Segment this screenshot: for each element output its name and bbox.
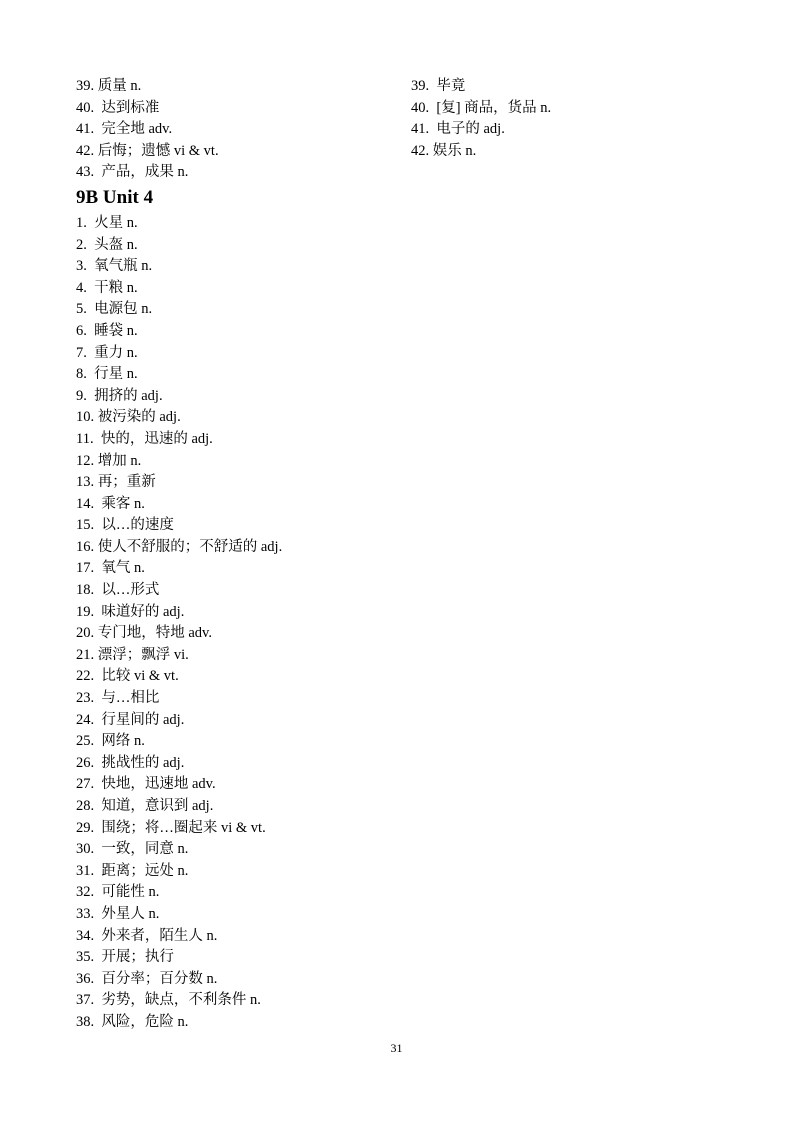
entry-text: 增加 n.	[97, 452, 142, 469]
entry-text: 开展；执行	[97, 949, 174, 966]
entry-number: 19.	[76, 603, 95, 620]
word-entry	[76, 753, 396, 775]
entry-text: 行星间的 adj.	[97, 711, 185, 728]
word-entry	[76, 98, 396, 120]
entry-number: 17.	[76, 560, 95, 577]
entry-number: 41.	[411, 121, 430, 138]
entry-number: 6.	[76, 322, 87, 339]
word-entry	[76, 299, 396, 321]
word-entry	[76, 364, 396, 386]
entry-text: 完全地 adv.	[97, 121, 173, 138]
entry-text: 乘客 n.	[97, 495, 145, 512]
entry-number: 34.	[76, 927, 95, 944]
entry-number: 33.	[76, 905, 95, 922]
previous-unit-word-list	[76, 76, 396, 184]
entry-text: 达到标准	[97, 99, 160, 116]
entry-text: 氧气瓶 n.	[90, 258, 153, 275]
unit-heading: 9B Unit 4	[76, 186, 154, 208]
entry-number: 1.	[76, 214, 87, 231]
word-entry	[76, 666, 396, 688]
entry-number: 42.	[76, 142, 95, 159]
entry-text: 娱乐 n.	[432, 142, 477, 159]
entry-text: 味道好的 adj.	[97, 603, 185, 620]
entry-number: 11.	[76, 430, 94, 447]
word-entry	[76, 558, 396, 580]
entry-text: 距离；远处 n.	[97, 862, 189, 879]
word-entry	[76, 774, 396, 796]
word-entry	[76, 990, 396, 1012]
entry-text: 头盔 n.	[90, 236, 138, 253]
word-entry	[76, 818, 396, 840]
entry-text: 后悔；遗憾 vi & vt.	[97, 142, 219, 159]
word-entry	[76, 1012, 396, 1034]
word-entry	[76, 926, 396, 948]
entry-number: 40.	[411, 99, 430, 116]
word-entry	[76, 645, 396, 667]
word-entry	[76, 602, 396, 624]
entry-text: 围绕；将…圈起来 vi & vt.	[97, 819, 266, 836]
word-entry	[411, 119, 711, 141]
word-entry	[76, 472, 396, 494]
word-entry	[76, 278, 396, 300]
entry-text: 重力 n.	[90, 344, 138, 361]
word-entry	[76, 451, 396, 473]
entry-number: 38.	[76, 1013, 95, 1030]
entry-text: 一致，同意 n.	[97, 841, 189, 858]
entry-number: 15.	[76, 517, 95, 534]
entry-number: 3.	[76, 258, 87, 275]
entry-text: [复] 商品，货品 n.	[432, 99, 552, 116]
word-entry	[76, 904, 396, 926]
entry-text: 以…形式	[97, 582, 160, 599]
entry-text: 电子的 adj.	[432, 121, 505, 138]
entry-text: 挑战性的 adj.	[97, 754, 185, 771]
entry-text: 质量 n.	[97, 78, 142, 94]
entry-text: 风险，危险 n.	[97, 1013, 189, 1030]
entry-number: 24.	[76, 711, 95, 728]
entry-text: 比较 vi & vt.	[97, 668, 179, 685]
word-entry	[76, 580, 396, 602]
entry-text: 睡袋 n.	[90, 322, 138, 339]
entry-number: 16.	[76, 538, 95, 555]
entry-number: 7.	[76, 344, 87, 361]
entry-number: 31.	[76, 862, 95, 879]
word-entry	[76, 343, 396, 365]
entry-number: 20.	[76, 625, 95, 642]
entry-text: 氧气 n.	[97, 560, 145, 577]
entry-text: 产品，成果 n.	[97, 164, 189, 181]
entry-number: 36.	[76, 970, 95, 987]
unit-word-list	[76, 213, 396, 1034]
entry-text: 专门地，特地 adv.	[97, 625, 212, 642]
entry-text: 干粮 n.	[90, 279, 138, 296]
entry-text: 行星 n.	[90, 366, 138, 383]
word-entry	[76, 429, 396, 451]
entry-number: 39.	[76, 78, 95, 94]
entry-number: 25.	[76, 733, 95, 750]
entry-number: 21.	[76, 646, 95, 663]
word-entry	[76, 731, 396, 753]
entry-number: 5.	[76, 301, 87, 318]
entry-text: 漂浮；飘浮 vi.	[97, 646, 189, 663]
entry-number: 43.	[76, 164, 95, 181]
entry-number: 35.	[76, 949, 95, 966]
entry-text: 百分率；百分数 n.	[97, 970, 218, 987]
left-column	[76, 76, 396, 1034]
entry-text: 毕竟	[432, 78, 466, 94]
entry-text: 被污染的 adj.	[97, 409, 181, 426]
right-column	[411, 76, 711, 162]
word-entry	[76, 386, 396, 408]
word-entry	[411, 98, 711, 120]
entry-number: 40.	[76, 99, 95, 116]
word-entry	[76, 882, 396, 904]
entry-number: 39.	[411, 78, 430, 94]
word-entry	[76, 710, 396, 732]
entry-number: 13.	[76, 474, 95, 491]
entry-number: 8.	[76, 366, 87, 383]
word-entry	[76, 688, 396, 710]
word-entry	[76, 494, 396, 516]
word-entry	[76, 407, 396, 429]
entry-text: 使人不舒服的；不舒适的 adj.	[97, 538, 283, 555]
entry-text: 拥挤的 adj.	[90, 387, 163, 404]
entry-text: 可能性 n.	[97, 884, 160, 901]
entry-number: 10.	[76, 409, 95, 426]
entry-number: 9.	[76, 387, 87, 404]
entry-number: 23.	[76, 690, 95, 707]
entry-number: 30.	[76, 841, 95, 858]
word-entry	[76, 537, 396, 559]
word-entry	[76, 213, 396, 235]
entry-number: 42.	[411, 142, 430, 159]
continued-word-list	[411, 76, 711, 162]
word-entry	[76, 861, 396, 883]
entry-number: 26.	[76, 754, 95, 771]
entry-text: 知道，意识到 adj.	[97, 798, 214, 814]
word-entry	[76, 162, 396, 184]
entry-text: 快地，迅速地 adv.	[97, 776, 216, 793]
word-entry	[76, 839, 396, 861]
word-entry	[411, 76, 711, 98]
entry-number: 22.	[76, 668, 95, 685]
entry-number: 37.	[76, 992, 95, 1009]
entry-number: 18.	[76, 582, 95, 599]
entry-text: 外来者，陌生人 n.	[97, 927, 218, 944]
entry-text: 电源包 n.	[90, 301, 153, 318]
entry-number: 12.	[76, 452, 95, 469]
entry-text: 劣势，缺点，不利条件 n.	[97, 992, 261, 1009]
word-entry	[76, 947, 396, 969]
word-entry	[76, 623, 396, 645]
entry-text: 外星人 n.	[97, 905, 160, 922]
word-entry	[76, 796, 396, 818]
entry-text: 网络 n.	[97, 733, 145, 750]
entry-number: 4.	[76, 279, 87, 296]
word-entry	[76, 969, 396, 991]
entry-number: 41.	[76, 121, 95, 138]
page-number: 31	[390, 1041, 403, 1055]
entry-text: 再；重新	[97, 474, 156, 491]
entry-number: 27.	[76, 776, 95, 793]
entry-text: 快的，迅速的 adj.	[97, 430, 213, 447]
word-entry	[76, 321, 396, 343]
word-entry	[76, 256, 396, 278]
entry-number: 28.	[76, 798, 95, 814]
word-entry	[76, 119, 396, 141]
word-entry	[76, 515, 396, 537]
entry-number: 29.	[76, 819, 95, 836]
word-entry	[411, 141, 711, 163]
entry-number: 14.	[76, 495, 95, 512]
entry-number: 2.	[76, 236, 87, 253]
entry-text: 火星 n.	[90, 214, 138, 231]
word-entry	[76, 76, 396, 98]
entry-text: 以…的速度	[97, 517, 174, 534]
word-entry	[76, 235, 396, 257]
word-entry	[76, 141, 396, 163]
entry-text: 与…相比	[97, 690, 160, 707]
entry-number: 32.	[76, 884, 95, 901]
